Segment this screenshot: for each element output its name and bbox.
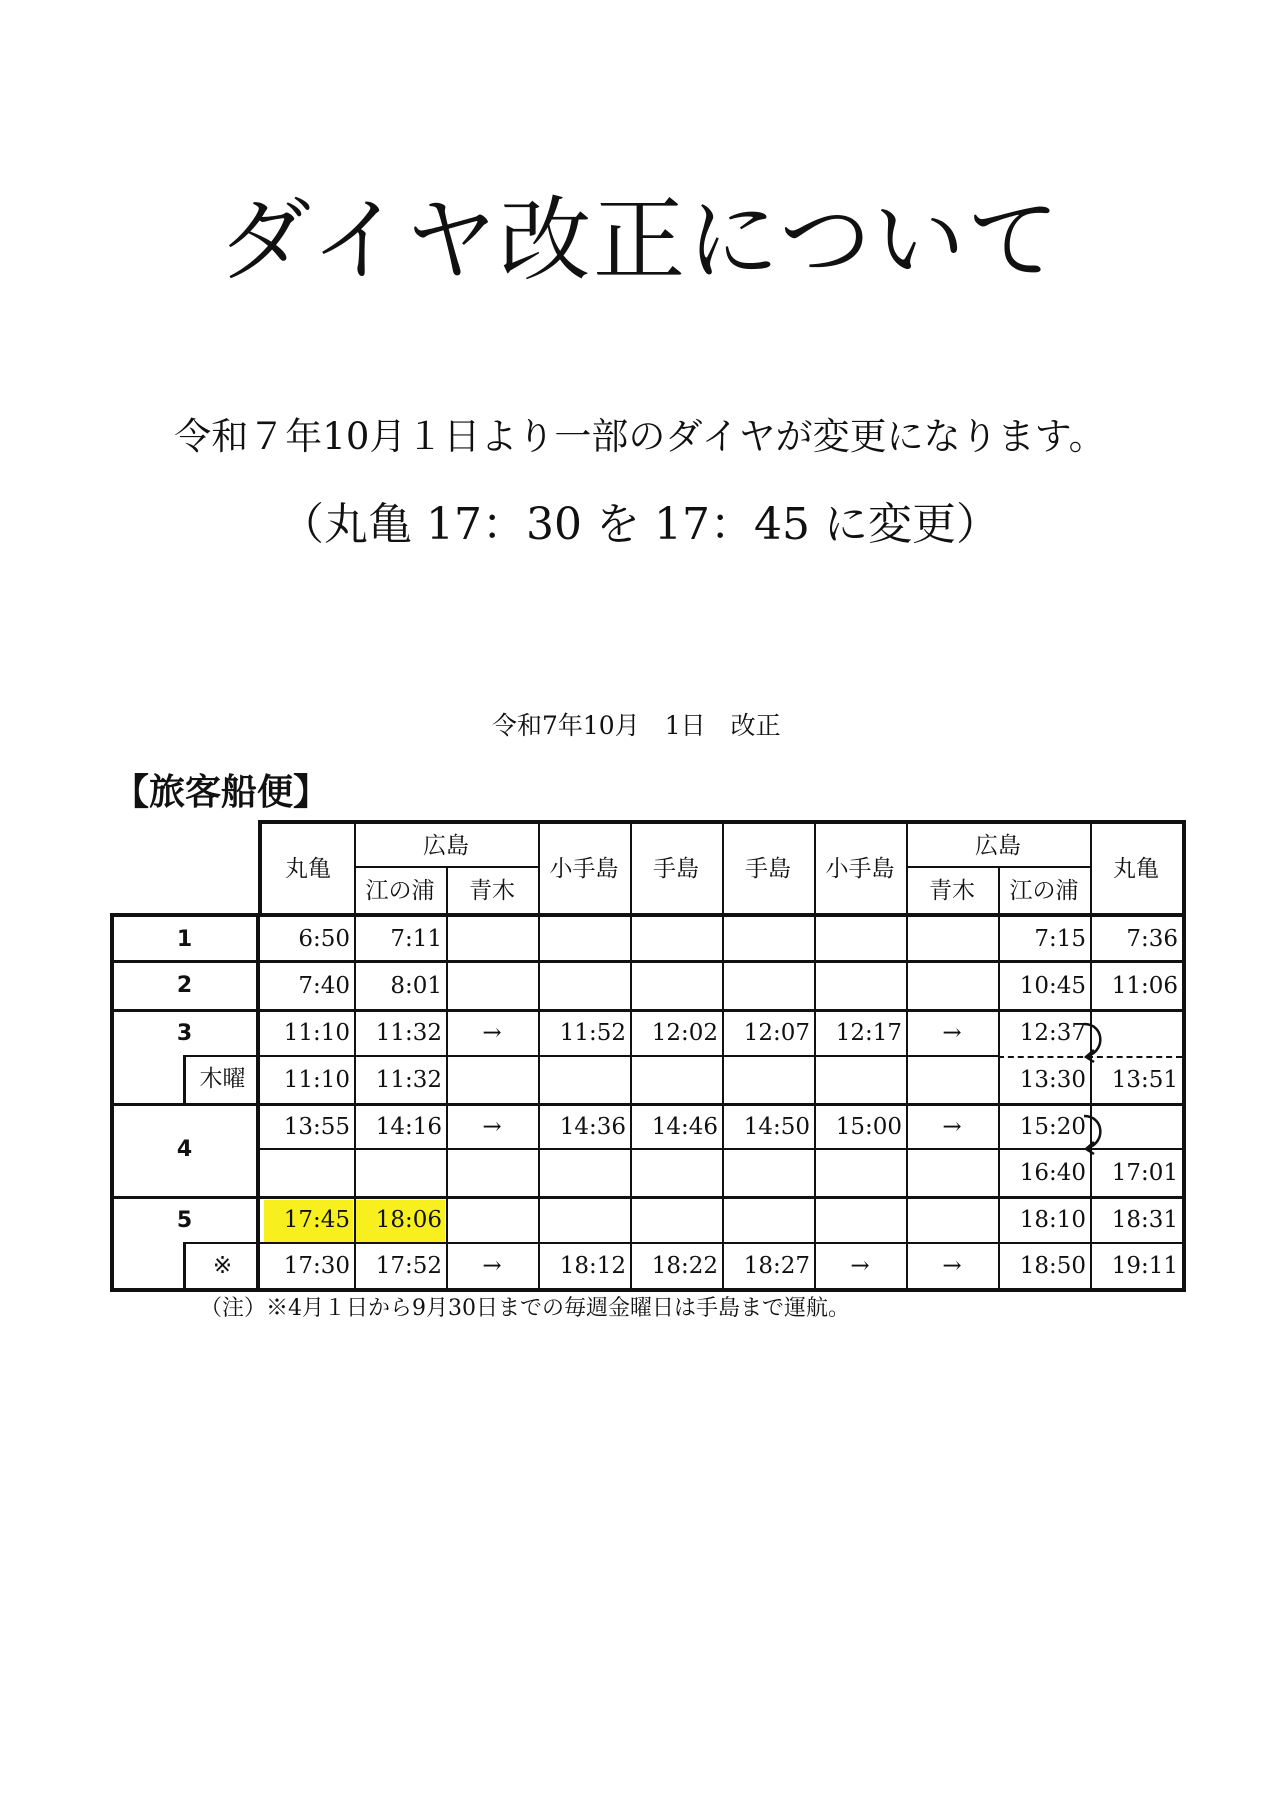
header-hiroshima-2: 広島 [975, 832, 1021, 859]
time-cell [814, 917, 906, 962]
header-marugame-1: 丸亀 [285, 855, 331, 882]
time-cell [814, 962, 906, 1011]
section-heading: 【旅客船便】 [113, 772, 330, 813]
page-title: ダイヤ改正について [218, 187, 1062, 294]
time-cell: 13:30 [1019, 1067, 1086, 1093]
header-aoki-1: 青木 [469, 877, 515, 904]
time-cell: 18:06 [375, 1207, 442, 1233]
time-cell: 7:40 [298, 973, 350, 999]
time-cell: 11:32 [375, 1020, 442, 1046]
time-cell: 18:10 [1019, 1207, 1086, 1233]
time-cell [906, 1198, 998, 1243]
time-cell: 18:22 [651, 1253, 718, 1279]
time-cell: 15:00 [835, 1113, 902, 1140]
time-cell [446, 1198, 538, 1243]
time-cell [906, 1149, 998, 1198]
time-cell [446, 962, 538, 1011]
table-border [1182, 913, 1186, 1292]
time-cell [538, 917, 630, 962]
time-cell: 12:07 [743, 1020, 810, 1046]
time-cell [906, 1056, 998, 1105]
time-cell: 17:01 [1111, 1160, 1178, 1186]
time-cell: 12:02 [651, 1020, 718, 1046]
time-cell [906, 917, 998, 962]
change-notice: 令和７年10月１日より一部のダイヤが変更になります。 [174, 415, 1106, 458]
time-cell [538, 1149, 630, 1198]
arrow-icon: → [850, 1253, 870, 1279]
arrow-icon: → [482, 1020, 502, 1046]
row-label-5: 5 [176, 1207, 193, 1233]
time-cell [722, 1056, 814, 1105]
arrow-icon: → [942, 1020, 962, 1046]
time-cell: 15:20 [1019, 1113, 1086, 1140]
time-cell: 12:17 [835, 1020, 902, 1046]
time-cell [446, 1056, 538, 1105]
time-cell: 7:36 [1126, 926, 1178, 952]
time-cell [722, 1198, 814, 1243]
time-cell: 17:30 [283, 1253, 350, 1279]
time-cell [262, 1149, 354, 1198]
arrow-icon: → [942, 1113, 962, 1140]
footnote: （注）※4月１日から9月30日までの毎週金曜日は手島まで運航。 [200, 1296, 850, 1321]
header-kotejima-1: 小手島 [549, 855, 619, 882]
header-tejima-1: 手島 [653, 855, 699, 882]
header-enoura-1: 江の浦 [365, 877, 435, 904]
time-cell: 14:36 [559, 1113, 626, 1140]
time-cell: 11:10 [283, 1020, 350, 1046]
row-label-2: 2 [176, 972, 193, 998]
time-cell [906, 962, 998, 1011]
time-cell [538, 1198, 630, 1243]
time-cell: 11:32 [375, 1067, 442, 1093]
time-cell: 10:45 [1019, 973, 1086, 999]
time-cell [814, 1198, 906, 1243]
time-cell [722, 917, 814, 962]
revision-date: 令和7年10月 1日 改正 [492, 711, 781, 740]
time-cell [1090, 1105, 1182, 1149]
time-cell [814, 1056, 906, 1105]
time-cell: 16:40 [1019, 1160, 1086, 1186]
time-cell [630, 917, 722, 962]
header-enoura-2: 江の浦 [1009, 877, 1079, 904]
time-cell: 11:06 [1111, 973, 1178, 999]
time-cell: 14:46 [651, 1113, 718, 1140]
row-label-4: 4 [176, 1137, 193, 1162]
change-detail: （丸亀 17：30 を 17：45 に変更） [280, 499, 1000, 550]
time-cell [538, 1056, 630, 1105]
row-label-1: 1 [176, 926, 193, 952]
time-cell: 7:11 [390, 926, 442, 952]
header-hiroshima-1: 広島 [423, 832, 469, 859]
header-kotejima-2: 小手島 [825, 855, 895, 882]
time-cell [1090, 1011, 1182, 1056]
time-cell: 14:50 [743, 1113, 810, 1140]
time-cell: 11:10 [283, 1067, 350, 1093]
time-cell [630, 1198, 722, 1243]
time-cell: 18:50 [1019, 1253, 1086, 1279]
header-marugame-2: 丸亀 [1113, 855, 1159, 882]
row-label-thursday: 木曜 [199, 1066, 246, 1092]
time-cell [814, 1149, 906, 1198]
time-cell [630, 1149, 722, 1198]
time-cell: 13:51 [1111, 1067, 1178, 1093]
time-cell: 13:55 [283, 1113, 350, 1140]
row-label-note-mark: ※ [212, 1253, 233, 1279]
time-cell: 11:52 [559, 1020, 626, 1046]
time-cell [630, 1056, 722, 1105]
time-cell [538, 962, 630, 1011]
time-cell: 8:01 [390, 973, 442, 999]
time-cell: 14:16 [375, 1113, 442, 1140]
time-cell: 18:27 [743, 1253, 810, 1279]
arrow-icon: → [482, 1113, 502, 1140]
time-cell [446, 1149, 538, 1198]
time-cell [722, 962, 814, 1011]
row-label-3: 3 [176, 1020, 193, 1046]
time-cell: 19:11 [1111, 1253, 1178, 1279]
time-cell: 18:12 [559, 1253, 626, 1279]
time-cell: 18:31 [1111, 1207, 1178, 1233]
header-aoki-2: 青木 [929, 877, 975, 904]
time-cell: 17:45 [283, 1207, 350, 1233]
time-cell: 7:15 [1034, 926, 1086, 952]
time-cell [722, 1149, 814, 1198]
time-cell: 17:52 [375, 1253, 442, 1279]
time-cell [354, 1149, 446, 1198]
time-cell: 12:37 [1019, 1020, 1086, 1046]
time-cell [630, 962, 722, 1011]
table-border [1182, 820, 1186, 917]
time-cell [446, 917, 538, 962]
arrow-icon: → [942, 1253, 962, 1279]
arrow-icon: → [482, 1253, 502, 1279]
header-tejima-2: 手島 [745, 855, 791, 882]
time-cell: 6:50 [298, 926, 350, 952]
